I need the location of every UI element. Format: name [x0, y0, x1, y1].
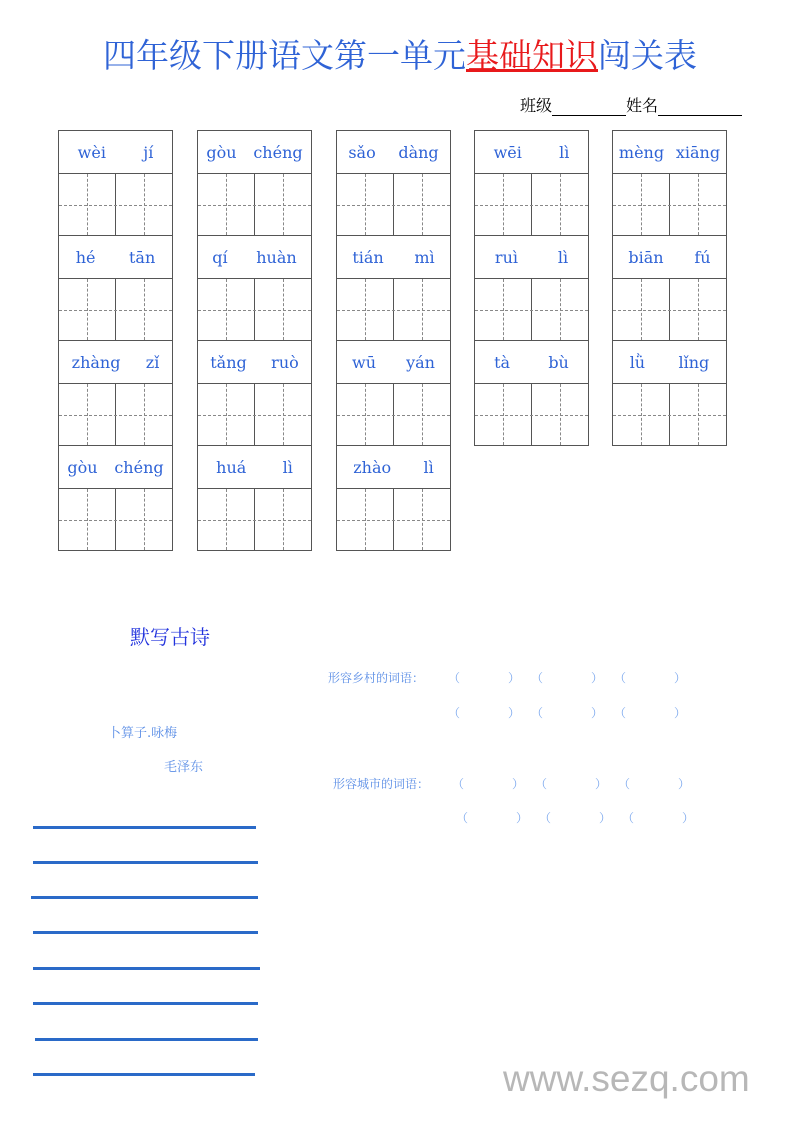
writing-cell[interactable] — [613, 174, 669, 235]
writing-grid — [59, 489, 172, 550]
poem-name: 卜算子.咏梅 — [108, 726, 178, 741]
pinyin-syllable: jí — [143, 142, 154, 162]
pinyin-syllable: lǐng — [678, 352, 710, 372]
writing-cell[interactable] — [59, 174, 115, 235]
poem-writing-line[interactable] — [33, 931, 258, 934]
writing-grid — [198, 489, 311, 550]
watermark: www.sezq.com — [503, 1058, 750, 1099]
writing-grid — [337, 279, 450, 340]
pinyin-syllable: yán — [406, 352, 435, 372]
pinyin-row — [337, 236, 450, 279]
writing-cell[interactable] — [254, 384, 311, 445]
pinyin-syllable: zǐ — [145, 352, 160, 372]
answer-parentheses[interactable]: （ ） — [539, 811, 612, 825]
writing-cell[interactable] — [198, 384, 254, 445]
word-group — [474, 235, 589, 340]
word-group — [58, 130, 173, 235]
pinyin-syllable: zhào — [353, 457, 392, 477]
writing-cell[interactable] — [115, 279, 172, 340]
writing-cell[interactable] — [337, 174, 393, 235]
writing-grid — [337, 174, 450, 235]
pinyin-syllable: tián — [352, 247, 384, 267]
word-group — [58, 235, 173, 340]
poem-writing-line[interactable] — [33, 1002, 258, 1005]
writing-cell[interactable] — [59, 384, 115, 445]
pinyin-syllable: huá — [216, 457, 247, 477]
poem-writing-line[interactable] — [33, 861, 258, 864]
name-blank[interactable] — [658, 99, 742, 116]
pinyin-row — [613, 131, 726, 174]
writing-cell[interactable] — [531, 174, 588, 235]
writing-grid — [475, 174, 588, 235]
pinyin-syllable: zhàng — [71, 352, 121, 372]
answer-parentheses[interactable]: （ ） — [448, 706, 521, 720]
writing-cell[interactable] — [115, 489, 172, 550]
pinyin-column — [612, 130, 727, 446]
pinyin-syllable: tān — [128, 247, 156, 267]
word-group — [612, 340, 727, 446]
pinyin-row — [475, 341, 588, 384]
word-group — [474, 340, 589, 446]
poem-heading: 默写古诗 — [130, 625, 210, 649]
word-group — [612, 235, 727, 340]
answer-parentheses[interactable]: （ ） — [452, 777, 525, 791]
pinyin-column — [58, 130, 173, 551]
writing-cell[interactable] — [198, 279, 254, 340]
writing-cell[interactable] — [115, 174, 172, 235]
pinyin-row — [337, 341, 450, 384]
title-highlight: 基础知识 — [466, 36, 598, 75]
pinyin-row — [198, 131, 311, 174]
word-group — [336, 445, 451, 551]
city-words-label: 形容城市的词语： — [333, 777, 430, 791]
pinyin-syllable: huàn — [256, 247, 297, 267]
pinyin-column — [197, 130, 312, 551]
pinyin-syllable: gòu — [67, 457, 98, 477]
pinyin-syllable: tà — [494, 352, 511, 372]
pinyin-syllable: sǎo — [348, 142, 376, 162]
word-group — [58, 340, 173, 445]
pinyin-syllable: hé — [75, 247, 96, 267]
writing-cell[interactable] — [115, 384, 172, 445]
writing-cell[interactable] — [254, 174, 311, 235]
writing-grid — [613, 174, 726, 235]
pinyin-syllable: gòu — [206, 142, 237, 162]
writing-cell[interactable] — [198, 489, 254, 550]
writing-cell[interactable] — [393, 384, 450, 445]
writing-cell[interactable] — [393, 489, 450, 550]
writing-grid — [198, 174, 311, 235]
pinyin-row — [198, 341, 311, 384]
pinyin-syllable: biān — [628, 247, 664, 267]
answer-parentheses[interactable]: （ ） — [614, 706, 687, 720]
pinyin-syllable: dàng — [398, 142, 439, 162]
writing-grid — [475, 384, 588, 445]
pinyin-syllable: tǎng — [210, 352, 247, 372]
pinyin-syllable: qí — [212, 247, 228, 267]
pinyin-syllable: fú — [694, 247, 711, 267]
poem-writing-line[interactable] — [31, 896, 258, 899]
pinyin-syllable: lì — [282, 457, 293, 477]
writing-cell[interactable] — [613, 384, 669, 445]
pinyin-row — [59, 341, 172, 384]
answer-parentheses[interactable]: （ ） — [622, 811, 695, 825]
pinyin-syllable: lì — [557, 247, 569, 267]
pinyin-syllable: wēi — [493, 142, 522, 162]
pinyin-syllable: ruì — [494, 247, 518, 267]
pinyin-row — [613, 341, 726, 384]
pinyin-syllable: xiāng — [675, 142, 721, 162]
word-group — [336, 340, 451, 445]
word-group — [336, 235, 451, 340]
class-blank[interactable] — [552, 99, 626, 116]
writing-grid — [198, 384, 311, 445]
poem-writing-line[interactable] — [33, 826, 256, 829]
pinyin-syllable: bù — [548, 352, 569, 372]
word-group — [197, 235, 312, 340]
answer-parentheses[interactable]: （ ） — [531, 671, 604, 685]
writing-cell[interactable] — [198, 174, 254, 235]
poem-author: 毛泽东 — [164, 760, 204, 775]
page-title — [0, 30, 800, 77]
answer-parentheses[interactable]: （ ） — [535, 777, 608, 791]
class-name-line — [520, 93, 742, 116]
word-group — [197, 130, 312, 235]
writing-grid — [59, 174, 172, 235]
writing-cell[interactable] — [475, 384, 531, 445]
writing-cell[interactable] — [531, 279, 588, 340]
writing-cell[interactable] — [337, 279, 393, 340]
pinyin-syllable: wū — [352, 352, 377, 372]
writing-grid — [475, 279, 588, 340]
writing-cell[interactable] — [337, 489, 393, 550]
writing-grid — [59, 279, 172, 340]
pinyin-row — [198, 236, 311, 279]
pinyin-row — [475, 236, 588, 279]
title-end: 闯关表 — [598, 36, 697, 75]
answer-parentheses[interactable]: （ ） — [531, 706, 604, 720]
word-group — [197, 340, 312, 445]
writing-cell[interactable] — [393, 174, 450, 235]
writing-cell[interactable] — [475, 174, 531, 235]
answer-parentheses[interactable]: （ ） — [618, 777, 691, 791]
writing-grid — [337, 489, 450, 550]
class-label: 班级 — [520, 96, 553, 115]
writing-cell[interactable] — [59, 279, 115, 340]
pinyin-syllable: chéng — [253, 142, 303, 162]
writing-grid — [198, 279, 311, 340]
pinyin-syllable: chéng — [114, 457, 164, 477]
writing-grid — [337, 384, 450, 445]
word-group — [612, 130, 727, 235]
writing-cell[interactable] — [531, 384, 588, 445]
title-main: 四年级下册语文第一单元 — [103, 36, 466, 75]
pinyin-syllable: mèng — [618, 142, 665, 162]
pinyin-syllable: mì — [414, 247, 435, 267]
village-words-label: 形容乡村的词语： — [328, 671, 425, 685]
poem-writing-line[interactable] — [33, 967, 260, 970]
word-group — [336, 130, 451, 235]
writing-cell[interactable] — [669, 384, 726, 445]
pinyin-syllable: wèi — [77, 142, 106, 162]
writing-cell[interactable] — [254, 489, 311, 550]
writing-cell[interactable] — [337, 384, 393, 445]
writing-grid — [613, 279, 726, 340]
pinyin-syllable: ruò — [271, 352, 299, 372]
pinyin-syllable: lǜ — [629, 352, 646, 372]
writing-grid — [59, 384, 172, 445]
writing-cell[interactable] — [669, 174, 726, 235]
pinyin-row — [475, 131, 588, 174]
word-group — [197, 445, 312, 551]
pinyin-row — [59, 236, 172, 279]
writing-grid — [613, 384, 726, 445]
pinyin-syllable: lì — [423, 457, 434, 477]
word-group — [58, 445, 173, 551]
poem-writing-line[interactable] — [35, 1038, 258, 1041]
writing-cell[interactable] — [613, 279, 669, 340]
answer-parentheses[interactable]: （ ） — [456, 811, 529, 825]
writing-cell[interactable] — [475, 279, 531, 340]
word-group — [474, 130, 589, 235]
pinyin-row — [198, 446, 311, 489]
pinyin-syllable: lì — [559, 142, 570, 162]
answer-parentheses[interactable]: （ ） — [614, 671, 687, 685]
answer-parentheses[interactable]: （ ） — [448, 671, 521, 685]
pinyin-column — [336, 130, 451, 551]
pinyin-row — [613, 236, 726, 279]
writing-cell[interactable] — [669, 279, 726, 340]
pinyin-column — [474, 130, 589, 446]
name-label: 姓名 — [626, 96, 659, 115]
writing-cell[interactable] — [254, 279, 311, 340]
pinyin-row — [59, 131, 172, 174]
writing-cell[interactable] — [59, 489, 115, 550]
pinyin-row — [337, 446, 450, 489]
pinyin-row — [337, 131, 450, 174]
writing-cell[interactable] — [393, 279, 450, 340]
poem-writing-line[interactable] — [33, 1073, 255, 1076]
pinyin-row — [59, 446, 172, 489]
